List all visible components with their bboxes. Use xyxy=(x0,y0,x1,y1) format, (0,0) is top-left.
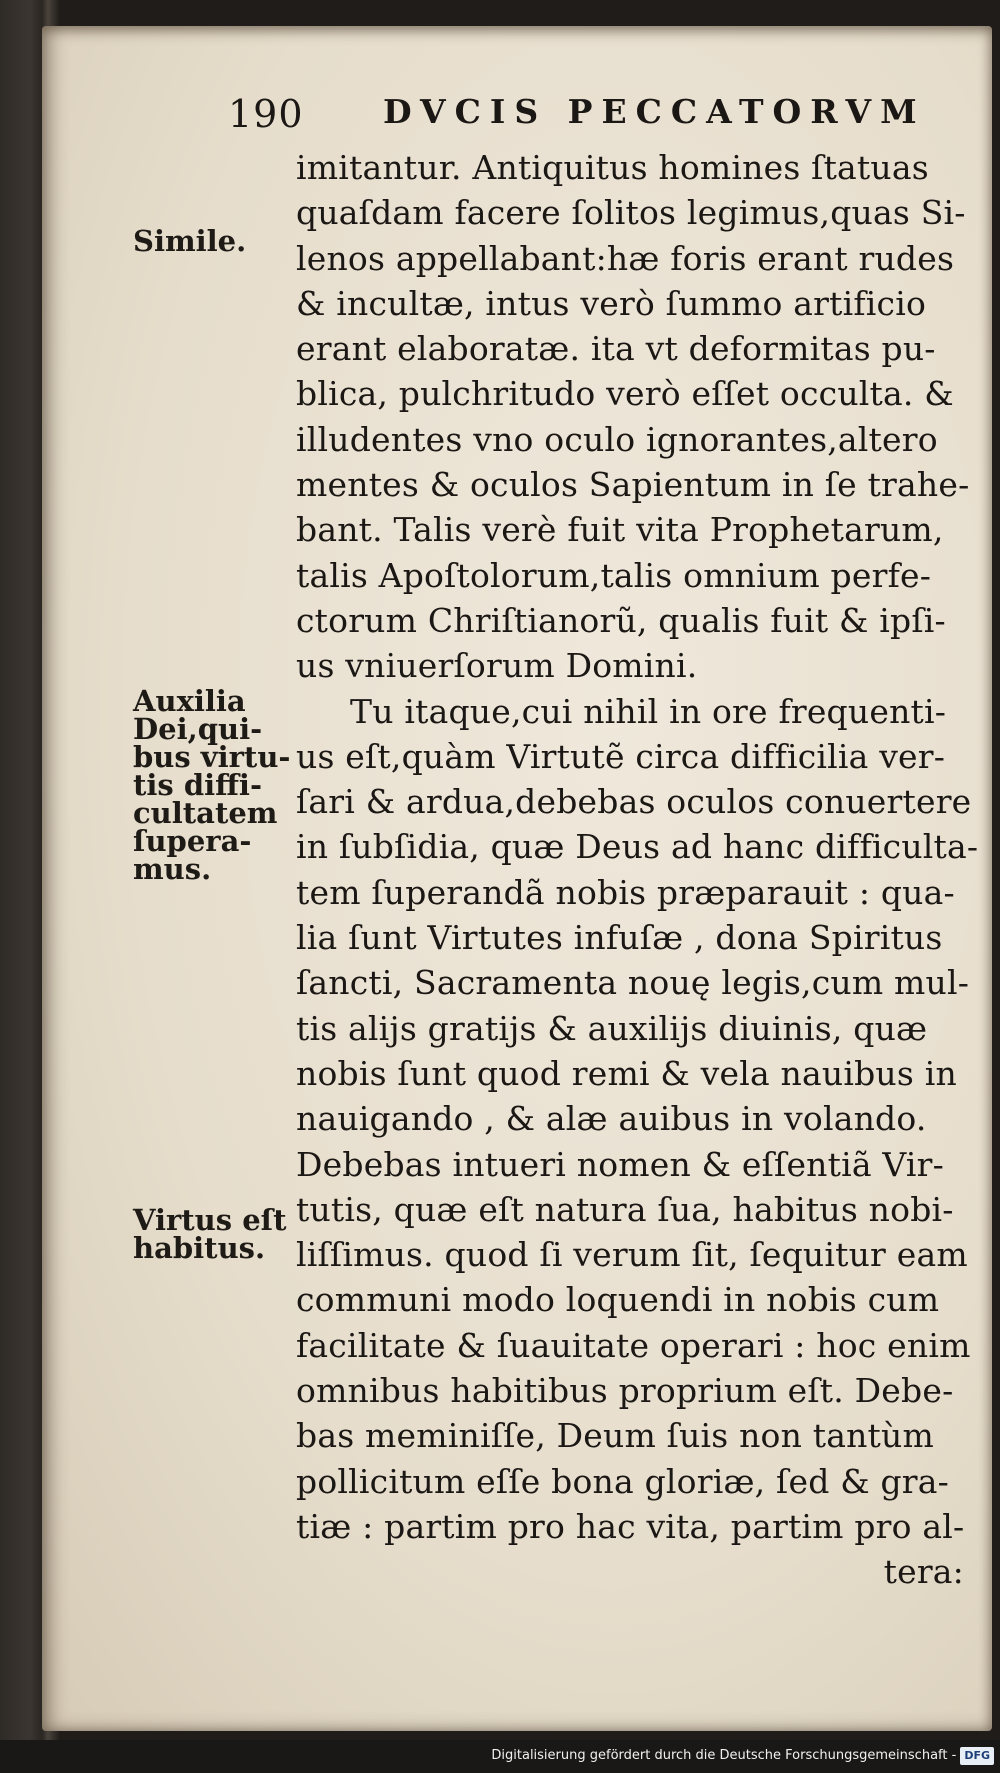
text-line: & incultæ, intus verò ſummo artificio xyxy=(296,283,927,323)
margin-note-line: bus virtu- xyxy=(133,740,291,774)
text-line: erant elaboratæ. ita vt deformitas pu- xyxy=(296,329,936,369)
text-line: illudentes vno oculo ignorantes,altero xyxy=(296,419,938,459)
page-number: 190 xyxy=(228,92,304,136)
margin-note-virtus xyxy=(133,1203,287,1265)
text-line-catchword: tera: xyxy=(883,1552,964,1592)
margin-note-simile xyxy=(133,224,247,258)
margin-note-line: Virtus eſt xyxy=(133,1203,287,1237)
text-line: tiæ : partim pro hac vita, partim pro al- xyxy=(296,1506,965,1546)
text-line: us vniuerſorum Domini. xyxy=(296,646,698,686)
text-line: tis alijs gratijs & auxilijs diuinis, quæ xyxy=(296,1008,928,1048)
margin-note-line: habitus. xyxy=(133,1231,266,1265)
text-line: imitantur. Antiquitus homines ſtatuas xyxy=(296,148,929,187)
body-text xyxy=(296,145,979,1595)
text-line: nobis ſunt quod remi & vela nauibus in xyxy=(296,1053,957,1093)
page-header xyxy=(228,92,928,142)
margin-note-auxilia xyxy=(133,684,291,886)
text-line: blica, pulchritudo verò eſſet occulta. & xyxy=(296,374,954,414)
text-line: Debebas intueri nomen & eſſentiã Vir- xyxy=(296,1144,944,1184)
margin-note-line: ſupera- xyxy=(133,824,252,858)
text-line: in ſubſidia, quæ Deus ad hanc difficulta- xyxy=(296,827,979,867)
text-line: mentes & oculos Sapientum in ſe trahe- xyxy=(296,465,970,505)
margin-note-line: cultatem xyxy=(133,796,278,830)
text-line: omnibus habitibus proprium eſt. Debe- xyxy=(296,1371,954,1411)
digitization-footer xyxy=(491,1745,994,1767)
text-line: Tu itaque,cui nihil in ore frequenti- xyxy=(350,691,947,731)
text-line: quaſdam facere ſolitos legimus,quas Si- xyxy=(296,193,966,233)
text-line: ſancti, Sacramenta nouę legis,cum mul- xyxy=(296,963,970,1003)
margin-note-line: tis diffi- xyxy=(133,768,262,802)
margin-note-line: mus. xyxy=(133,852,212,886)
text-line: lia ſunt Virtutes infuſæ , dona Spiritus xyxy=(296,918,943,958)
text-line: nauigando , & alæ auibus in volando. xyxy=(296,1099,927,1139)
text-line: talis Apoſtolorum,talis omnium perfe- xyxy=(296,555,932,595)
text-line: communi modo loquendi in nobis cum xyxy=(296,1280,940,1320)
dfg-logo[interactable]: DFG xyxy=(960,1747,994,1765)
text-line: bant. Talis verè fuit vita Prophetarum, xyxy=(296,510,944,550)
footer-credit: Digitalisierung gefördert durch die Deutsche Forschungsgemeinschaft - xyxy=(491,1748,957,1763)
text-line: tutis, quæ eſt natura ſua, habitus nobi- xyxy=(296,1189,954,1229)
margin-note-line: Auxilia xyxy=(133,684,246,718)
text-line: lenos appellabant:hæ foris erant rudes xyxy=(296,238,955,278)
text-line: us eſt,quàm Virtutẽ circa difficilia ver- xyxy=(296,736,946,776)
margin-note-line: Dei,qui- xyxy=(133,712,263,746)
text-line: tem ſuperandã nobis præparauit : qua- xyxy=(296,872,955,912)
text-line: ſari & ardua,debebas oculos conuertere xyxy=(296,782,972,822)
text-line: pollicitum eſſe bona gloriæ, ſed & gra- xyxy=(296,1461,949,1501)
text-line: bas meminiſſe, Deum ſuis non tantùm xyxy=(296,1416,934,1456)
text-line: ctorum Chriſtianorũ, qualis fuit & ipſi- xyxy=(296,600,946,640)
text-line: liſſimus. quod ſi verum ſit, ſequitur eam xyxy=(296,1235,968,1275)
running-title: DVCIS PECCATORVM xyxy=(383,92,926,131)
margin-note-line: Simile. xyxy=(133,224,247,258)
text-line: facilitate & ſuauitate operari : hoc enim xyxy=(296,1325,971,1365)
